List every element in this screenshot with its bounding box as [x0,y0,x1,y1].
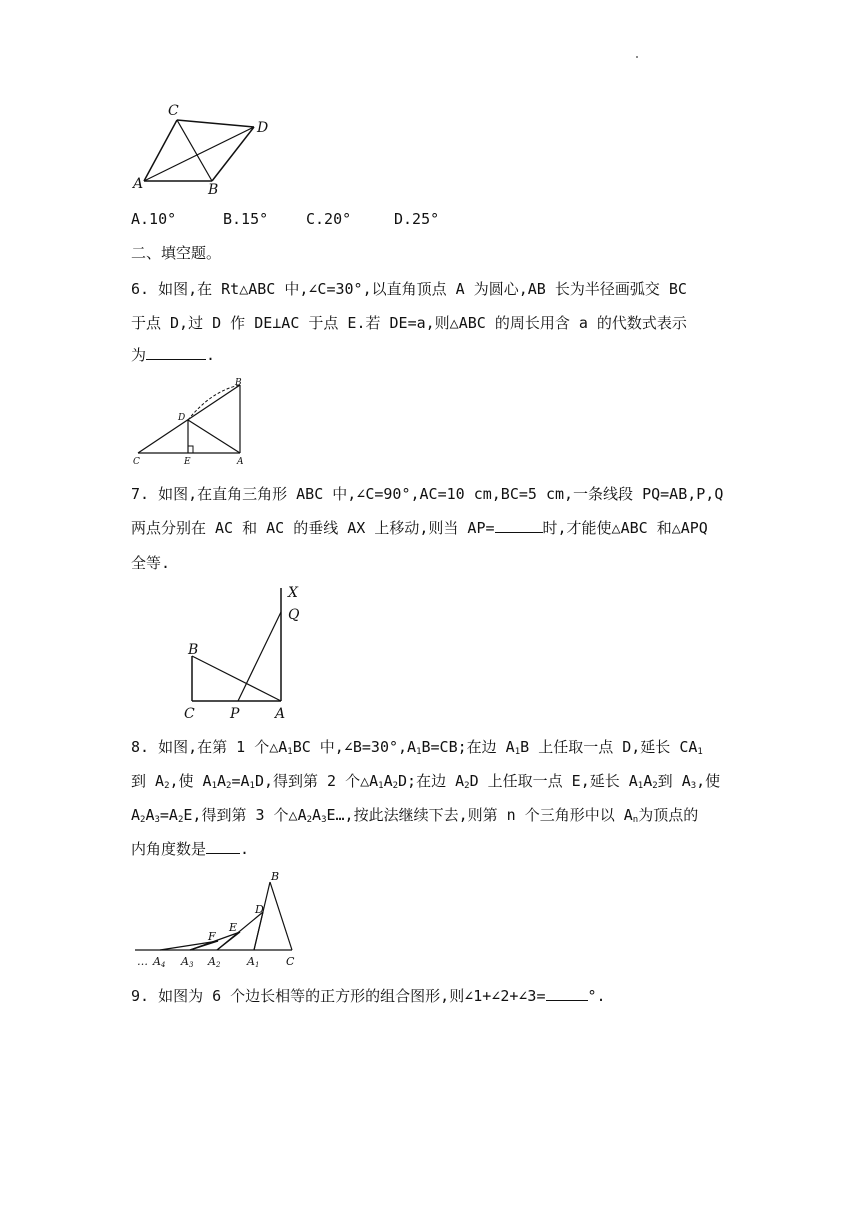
q7-line2 [131,518,708,538]
q8-l1-text: 8. 如图,在第 1 个△A [131,738,288,756]
q7-line2-suffix: 时,才能使△ABC 和△APQ [542,519,708,537]
q8-l2-sub: 2 [392,781,399,791]
q8-l2-sub: 2 [226,781,232,791]
q7-line3: 全等. [131,554,171,572]
q8-label-dots: … [137,955,148,968]
q8-l2-text: ,使 [696,772,721,790]
q5-label-c: C [168,103,179,119]
q8-label-c: C [286,955,295,968]
q8-l2-sub: 3 [690,781,697,791]
q6-label-e: E [184,457,191,467]
q8-l2-text: D;在边 A [398,772,465,790]
q8-l2-text: ,使 A [169,772,212,790]
q8-line4-prefix: 内角度数是 [131,840,207,858]
q8-answer-blank[interactable] [206,853,240,854]
q8-label-a3: A3 [181,955,194,969]
q5-label-b: B [208,182,219,198]
q8-l3-sub: 2 [140,815,146,825]
q8-label-b: B [271,870,280,883]
q8-l2-text: A [383,772,393,790]
q8-l1-text: BC 中,∠B=30°,A [292,738,417,756]
q8-label-a4: A4 [153,955,166,969]
q8-l2-text: D,得到第 2 个△A [254,772,379,790]
q8-l2-sub: 1 [211,781,217,791]
q7-label-x: X [288,585,298,601]
q5-figure [130,103,290,198]
q8-l2-text: A [643,772,653,790]
q6-line3 [131,345,215,365]
q8-l3-text: 为顶点的 [638,806,699,824]
q6-figure [131,378,261,468]
q6-line1: 6. 如图,在 Rt△ABC 中,∠C=30°,以直角顶点 A 为圆心,AB 长为半径画弧交 BC [131,280,687,298]
q8-l1-text: B=CB;在边 A [421,738,515,756]
q8-l2-sub: 1 [249,781,255,791]
q5-label-d: D [257,120,269,136]
q9-prefix: 9. 如图为 6 个边长相等的正方形的组合图形,则∠1+∠2+∠3= [131,987,546,1005]
q6-label-d: D [178,413,186,423]
q8-l3-text: E,得到第 3 个△A [183,806,307,824]
q8-l2-text: 到 A [131,772,165,790]
section-heading: 二、填空题。 [131,244,222,262]
q8-l3-sub: 2 [177,815,184,825]
q6-label-c: C [133,457,140,467]
q8-l3-sub: 3 [321,815,327,825]
q8-l2-sub: 2 [164,781,170,791]
q5-option-a: A.10° [131,210,177,228]
q7-label-q: Q [288,607,300,623]
q6-line3-prefix: 为 [131,346,147,364]
q8-l1-sub: 1 [697,747,703,757]
q8-label-f: F [208,930,216,943]
q8-l2-text: D 上任取一点 E,延长 A [469,772,638,790]
q7-figure [180,584,320,724]
page-dot [636,56,638,58]
q8-l2-sub: 2 [464,781,470,791]
q8-line1 [131,737,703,762]
q5-option-b: B.15° [223,210,269,228]
q8-l3-text: E…,按此法继续下去,则第 n 个三角形中以 A [326,806,633,824]
q8-label-a2: A2 [208,955,221,969]
q8-label-e: E [229,921,238,934]
q7-line2-prefix: 两点分别在 AC 和 AC 的垂线 AX 上移动,则当 AP= [131,519,495,537]
q8-l2-sub: 1 [378,781,384,791]
q8-l3-sub: n [632,815,639,825]
q8-line3 [131,805,698,830]
q5-options [131,209,439,229]
q6-answer-blank[interactable] [146,359,206,360]
q9-answer-blank[interactable] [546,1000,588,1001]
q5-option-c: C.20° [306,210,352,228]
q7-line1: 7. 如图,在直角三角形 ABC 中,∠C=90°,AC=10 cm,BC=5 cm,一条线段 PQ=AB,P,Q [131,485,724,503]
q7-label-b: B [188,642,199,658]
q7-label-c: C [184,706,195,722]
q8-l3-text: A [131,806,141,824]
q8-label-a1: A1 [247,955,260,969]
q8-label-d: D [255,903,264,916]
q6-label-a: A [237,457,244,467]
q7-label-p: P [230,706,240,722]
q8-l1-text: B 上任取一点 D,延长 CA [520,738,698,756]
q8-l3-text: A [312,806,322,824]
q8-l3-text: =A [159,806,178,824]
q7-label-a: A [275,706,286,722]
q9-suffix: °. [587,987,606,1005]
q7-answer-blank[interactable] [495,532,543,533]
q5-option-d: D.25° [394,210,440,228]
q8-l3-sub: 3 [154,815,160,825]
q8-line4 [131,839,249,859]
q8-l1-sub: 1 [416,747,422,757]
q8-l3-sub: 2 [306,815,313,825]
q6-line3-suffix: . [206,346,216,364]
q6-line2: 于点 D,过 D 作 DE⊥AC 于点 E.若 DE=a,则△ABC 的周长用含 a 的代数式表示 [131,314,687,332]
q8-l3-text: A [145,806,155,824]
q8-l2-text: A [217,772,227,790]
q8-l2-sub: 1 [637,781,644,791]
q8-line4-suffix: . [240,840,250,858]
q5-label-a: A [133,176,144,192]
q9-line [131,986,606,1006]
q8-l1-sub: 1 [514,747,521,757]
q6-label-b: B [235,378,242,388]
q8-line2 [131,771,720,796]
q8-figure [130,868,310,968]
q8-l2-sub: 2 [652,781,658,791]
q8-l1-sub: 1 [287,747,293,757]
q8-l2-text: =A [231,772,250,790]
q8-l2-text: 到 A [657,772,691,790]
